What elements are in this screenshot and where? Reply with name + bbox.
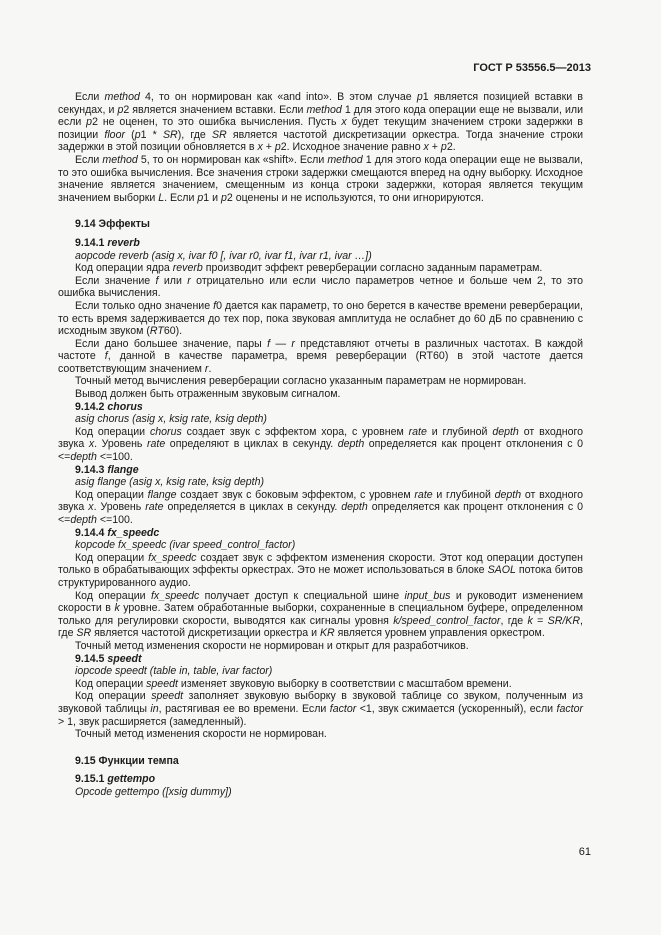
- paragraph-method-4: Если method 4, то он нормирован как «and into». В этом случае p1 является позицией вставки в секундах, и p2 является значением вставки. Если method 1 для этого кода операции еще не вызвали, или если p2 не оценен, то это ошибка вычисления. Пусть x будет текущим значением строки задержки в позиции floor (p1 * SR), где SR является частотой дискретизации оркестра. Тогда значение строки задержки в этой позиции обновляется в x + p2. Исходное значение равно x + p2.: [58, 91, 583, 154]
- paragraph-fx-speedc-1: Код операции fx_speedc создает звук с эффектом изменения скорости. Этот код операции доступен только в обрабатывающих эффекты оркестрах. Это не может использоваться в блоке SAOL потока битов структурированного аудио.: [58, 551, 583, 589]
- subsection-heading-chorus: 9.14.2 chorus: [75, 400, 143, 413]
- paragraph-speedt-1: Код операции speedt изменяет звуковую выборку в соответствии с масштабом времени.: [75, 677, 512, 690]
- subsection-heading-reverb: 9.14.1 reverb: [75, 236, 140, 249]
- paragraph-fx-speedc-2: Код операции fx_speedc получает доступ к специальной шине input_bus и руководит изменением скорости в k уровне. Затем обработанные выборки, сохраненные в специальном буфере, определенном только для регулировки скорости, выводятся как сигналы уровня k/speed_control_factor, где k = SR/KR, где SR является частотой дискретизации оркестра и KR является уровнем управления оркестром.: [58, 589, 583, 640]
- section-heading-tempo: 9.15 Функции темпа: [75, 754, 179, 767]
- paragraph-chorus: Код операции chorus создает звук с эффектом хора, с уровнем rate и глубиной depth от входного звука x. Уровень rate определяют в циклах в секунду. depth определяется как процент отклонения с 0 <=depth <=100.: [58, 425, 583, 464]
- signature-speedt: iopcode speedt (table in, table, ivar factor): [75, 665, 273, 678]
- paragraph-method-5: Если method 5, то он нормирован как «shift». Если method 1 для этого кода операции еще не вызвали, то это ошибка вычисления. Все значения строки задержки смещаются вперед на одну выборку. Исходное значение является значением, смещенным из конца строки задержки, которая является текущим значением выборки L. Если p1 и p2 оценены и не используются, то они игнорируются.: [58, 153, 583, 204]
- paragraph-reverb-4: Если дано большее значение, пары f — r представляют отчеты в различных частотах. В каждой частоте f, данной в качестве параметра, время реверберации (RT60) в этой частоте дается соответствующим значением r.: [58, 337, 583, 375]
- signature-fx-speedc: kopcode fx_speedc (ivar speed_control_factor): [75, 539, 296, 552]
- subsection-heading-speedt: 9.14.5 speedt: [75, 652, 142, 665]
- page-number: 61: [578, 846, 591, 858]
- signature-flange: asig flange (asig x, ksig rate, ksig depth): [75, 476, 265, 489]
- paragraph-reverb-1: Код операции ядра reverb производит эффект реверберации согласно заданным параметрам.: [75, 262, 543, 275]
- subsection-heading-gettempo: 9.15.1 gettempo: [75, 773, 156, 786]
- paragraph-fx-speedc-3: Точный метод изменения скорости не нормирован и открыт для разработчиков.: [75, 639, 469, 652]
- document-id: ГОСТ Р 53556.5—2013: [473, 62, 591, 74]
- paragraph-reverb-3: Если только одно значение f0 дается как параметр, то оно берется в качестве времени реверберации, то есть время задерживается до тех пор, пока звуковая амплитуда не ослабнет до 60 дБ по сравнению с исходным звуком (RT60).: [58, 299, 584, 338]
- subsection-heading-flange: 9.14.3 flange: [75, 463, 139, 476]
- subsection-heading-fx-speedc: 9.14.4 fx_speedc: [75, 526, 160, 539]
- section-heading-effects: 9.14 Эффекты: [75, 218, 150, 231]
- paragraph-reverb-2: Если значение f или r отрицательно или если число параметров четное и больше чем 2, то это ошибка вычисления.: [58, 274, 583, 300]
- paragraph-reverb-6: Вывод должен быть отраженным звуковым сигналом.: [75, 388, 341, 401]
- paragraph-reverb-5: Точный метод вычисления реверберации согласно указанным параметрам не нормирован.: [75, 375, 527, 388]
- paragraph-speedt-3: Точный метод изменения скорости не нормирован.: [75, 728, 327, 741]
- page-content: [58, 91, 583, 798]
- signature-reverb: aopcode reverb (asig x, ivar f0 [, ivar r0, ivar f1, ivar r1, ivar …]): [75, 249, 372, 262]
- paragraph-flange: Код операции flange создает звук с боковым эффектом, с уровнем rate и глубиной depth от входного звука x. Уровень rate определяется в циклах в секунду. depth определяется как процент отклонения с 0 <=depth <=100.: [58, 488, 584, 526]
- signature-chorus: asig chorus (asig x, ksig rate, ksig depth): [75, 413, 267, 426]
- signature-gettempo: Opcode gettempo ([xsig dummy]): [75, 785, 232, 798]
- paragraph-speedt-2: Код операции speedt заполняет звуковую выборку в звуковой таблице со звуком, полученным из звуковой таблицы in, растягивая ее во времени. Если factor <1, звук сжимается (ускоренный), если factor > 1, звук расширяется (замедленный).: [58, 690, 583, 728]
